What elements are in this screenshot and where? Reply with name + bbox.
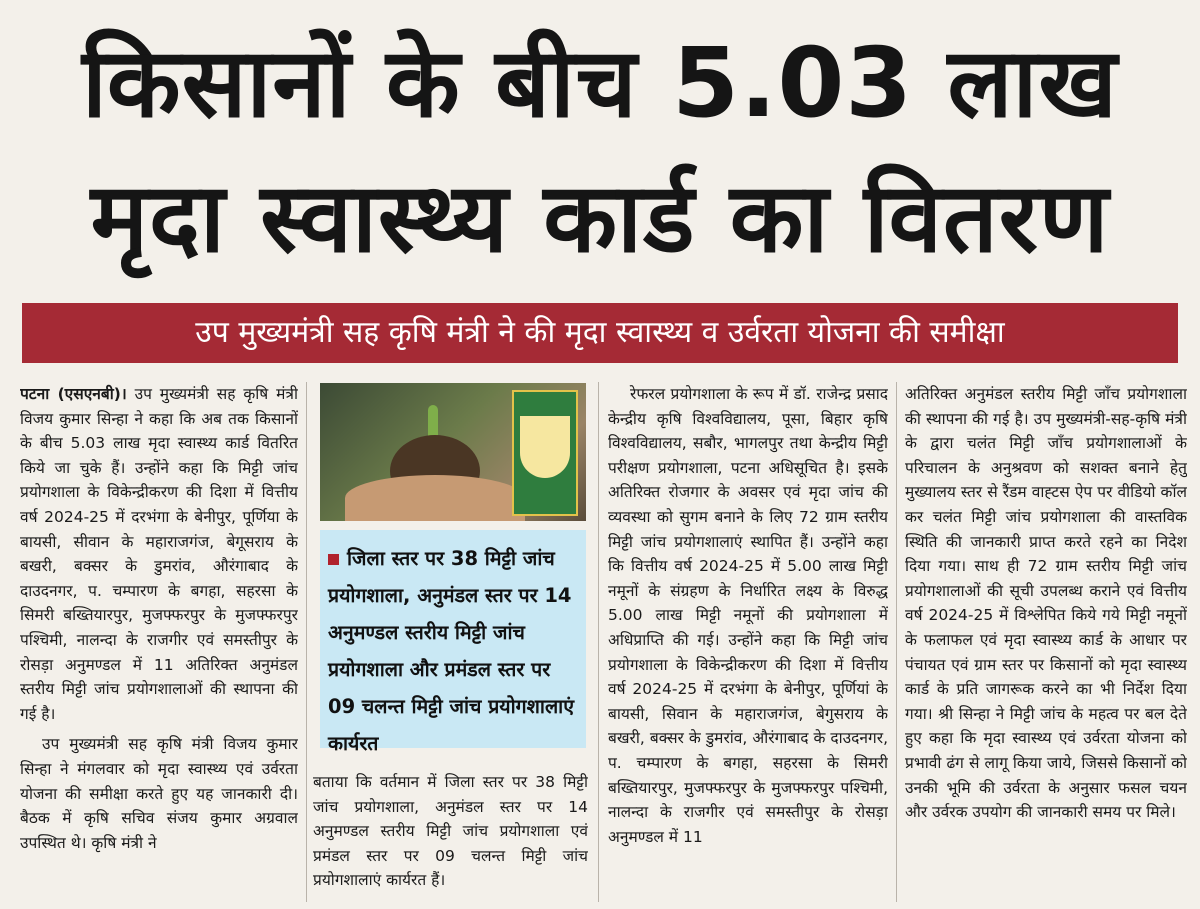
logo-emblem — [520, 416, 570, 478]
headline-line-2: मृदा स्वास्थ्य कार्ड का वितरण — [90, 162, 1110, 274]
headline-line-1: किसानों के बीच 5.03 लाख — [82, 27, 1118, 139]
article-paragraph: अतिरिक्त अनुमंडल स्तरीय मिट्टी जाँच प्रयोगशाला की स्थापना की गई है। उप मुख्यमंत्री-सह-कृषि मंत्री के द्वारा चलंत मिट्टी जाँच प्रयोगशालाओं के परिचालन के अनुश्रवण को सशक्त बनाने हेतु मुख्यालय स्तर से रैंडम वाह्टस ऐप पर वीडियो कॉल कर चलंत मिट्टी जांच प्रयोगशाला की वास्तविक स्थिति की जानकारी प्राप्त करते रहने का निदेश दिया गया। साथ ही 72 ग्राम स्तरीय मिट्टी जांच प्रयोगशालाओं की सूची उपलब्ध कराने एवं वित्तीय वर्ष 2024-25 में विश्लेपित किये गये मिट्टी नमूनों के फलाफल एवं मृदा स्वास्थ्य कार्ड के आधार पर पंचायत एवं ग्राम स्तर पर किसानों को मृदा स्वास्थ्य कार्ड के प्रति जागरूक करने का भी निर्देश दिया गया। श्री सिन्हा ने मिट्टी जांच के महत्व पर बल देते हुए कहा कि मृदा स्वास्थ्य एवं उर्वरता योजना को प्रभावी ढंग से लागू किया जाये, जिससे किसानों को उनकी भूमि की उर्वरता के अनुसार फसल चयन और उर्वरक उपयोग की जानकारी समय पर मिले। — [905, 385, 1187, 822]
subheadline-ribbon: उप मुख्यमंत्री सह कृषि मंत्री ने की मृदा स्वास्थ्य व उर्वरता योजना की समीक्षा — [22, 303, 1178, 363]
article-paragraph: रेफरल प्रयोगशाला के रूप में डॉ. राजेन्द्र प्रसाद केन्द्रीय कृषि विश्वविद्यालय, पूसा, बिहार कृषि विश्वविद्यालय, सबौर, भागलपुर तथा केन्द्रीय मिट्टी परीक्षण प्रयोगशाला, पटना अधिसूचित है। इसके अतिरिक्त रोजगार के अवसर एवं मृदा जांच की व्यवस्था को सुगम बनाने के लिए 72 ग्राम स्तरीय मिट्टी जांच प्रयोगशालाएं स्थापित हैं। उन्होंने कहा कि वित्तीय वर्ष 2024-25 में 5.00 लाख मिट्टी नमूनों के संग्रहण के निर्धारित लक्ष्य के विरुद्ध 5.00 लाख मिट्टी नमूनों की प्रयोगशाला में अधिप्राप्ति की गई। उन्होंने कहा कि मिट्टी जांच प्रयोगशाला के विकेन्द्रीकरण की दिशा में वित्तीय वर्ष 2024-25 में दरभंगा के बेनीपुर, पूर्णियां के बायसी, सिवान के महाराजगंज, बेगुसराय के बखरी, बक्सर के डुमरांव, औरंगाबाद के दाउदनगर, प. चम्पारण के बगहा, सहरसा के सिमरी बख्तियारपुर, मुजफ्फरपुर के मुजफ्फरपुर पश्चिमी, नालन्दा के राजगीर एवं समस्तीपुर के रोसड़ा अनुमण्डल में 11 — [608, 385, 888, 846]
article-paragraph: उप मुख्यमंत्री सह कृषि मंत्री विजय कुमार सिन्हा ने मंगलवार को मृदा स्वास्थ्य एवं उर्वरता योजना की समीक्षा करते हुए यह जानकारी दी। बैठक में कृषि सचिव संजय कुमार अग्रवाल उपस्थित थे। कृषि मंत्री ने — [20, 735, 298, 852]
article-paragraph: बताया कि वर्तमान में जिला स्तर पर 38 मिट्टी जांच प्रयोगशाला, अनुमंडल स्तर पर 14 अनुमण्डल स्तरीय मिट्टी जांच प्रयोगशाला एवं प्रमंडल स्तर पर 09 चलन्त मिट्टी जांच प्रयोगशालाएं कार्यरत हैं। — [313, 773, 588, 890]
highlight-box — [320, 530, 586, 755]
column-divider — [896, 382, 897, 902]
article-column-2 — [313, 770, 588, 900]
bullet-square-icon — [328, 554, 339, 565]
hand-shape — [345, 475, 525, 521]
paragraph-text: उप मुख्यमंत्री सह कृषि मंत्री विजय कुमार सिन्हा ने कहा कि अब तक किसानों के बीच 5.03 लाख मृदा स्वास्थ्य कार्ड वितरित किये जा चुके हैं। उन्होंने कहा कि मिट्टी जांच प्रयोगशाला के विकेन्द्रीकरण की दिशा में वित्तीय वर्ष 2024-25 में दरभंगा के बेनीपुर, पूर्णिया के बायसी, सीवान के महाराजगंज, बेगूसराय के बखरी, बक्सर के डुमरांव, औरंगाबाद के दाउदनगर, प. चम्पारण के बगहा, सहरसा के सिमरी बख्तियारपुर, मुजफ्फरपुर के मुजफ्फरपुर पश्चिमी, नालन्दा के राजगीर एवं समस्तीपुर के रोसड़ा अनुमण्डल में 11 अतिरिक्त अनुमंडल स्तरीय मिट्टी जांच प्रयोगशालाओं की स्थापना की गई है। — [20, 385, 298, 723]
soil-health-card-logo — [512, 390, 578, 516]
article-column-3 — [608, 382, 888, 902]
column-divider — [598, 382, 599, 902]
highlight-text: जिला स्तर पर 38 मिट्टी जांच प्रयोगशाला, अनुमंडल स्तर पर 14 अनुमण्डल स्तरीय मिट्टी जांच प्रयोगशाला और प्रमंडल स्तर पर 09 चलन्त मिट्टी जांच प्रयोगशालाएं कार्यरत — [328, 547, 575, 755]
column-divider — [306, 382, 307, 902]
article-column-1 — [20, 382, 298, 902]
article-column-4 — [905, 382, 1187, 902]
article-paragraph — [20, 382, 298, 726]
dateline: पटना (एसएनबी)। — [20, 385, 127, 403]
